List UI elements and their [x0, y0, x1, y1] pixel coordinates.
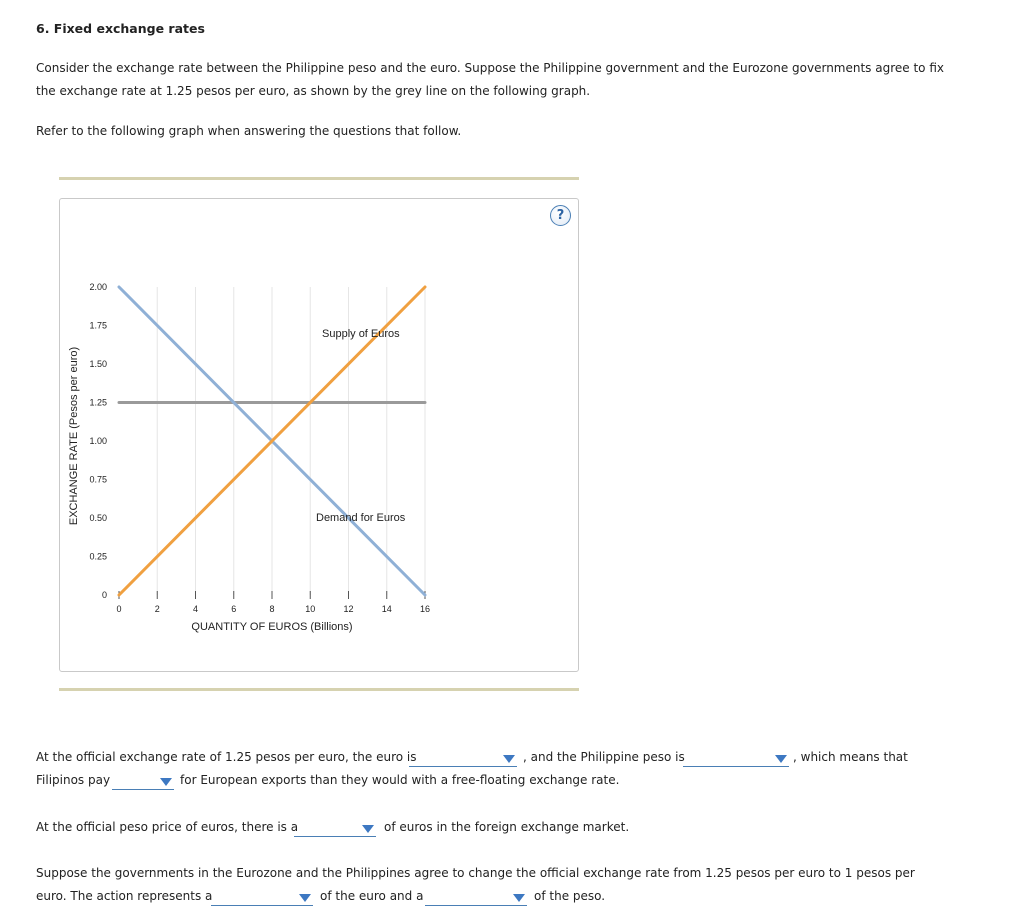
- graph-bottom-divider: [59, 688, 579, 691]
- euro-action-dropdown[interactable]: [211, 889, 313, 906]
- y-tick-label: 0.75: [89, 474, 107, 485]
- graph-panel[interactable]: [59, 198, 579, 672]
- dropdown-arrow-icon: [775, 755, 787, 763]
- intro-line-1: Consider the exchange rate between the Philippine peso and the euro. Suppose the Philippine government and the Eurozone governments agree to fix: [36, 61, 944, 75]
- supply-curve-label: Supply of Euros: [322, 328, 400, 340]
- dropdown-arrow-icon: [299, 894, 311, 902]
- y-tick-label: 0: [101, 590, 107, 600]
- q3-text-c: of the euro and a: [320, 889, 424, 903]
- q2-text-b: of euros in the foreign exchange market.: [384, 820, 630, 834]
- dropdown-arrow-icon: [503, 755, 515, 763]
- intro-line-2: the exchange rate at 1.25 pesos per euro, as shown by the grey line on the following graph.: [36, 84, 591, 98]
- x-tick-label: 6: [231, 604, 237, 614]
- q3-text-a: Suppose the governments in the Eurozone and the Philippines agree to change the official exchange rate from 1.25 pesos per euro to 1 pesos per: [36, 866, 915, 880]
- dropdown-arrow-icon: [160, 778, 172, 786]
- y-tick-label: 1.75: [89, 320, 107, 331]
- q1-text-a: At the official exchange rate of 1.25 pesos per euro, the euro is: [36, 750, 417, 764]
- x-tick-label: 4: [192, 604, 199, 614]
- demand-curve-label: Demand for Euros: [316, 512, 406, 524]
- y-tick-label: 0.50: [89, 513, 107, 523]
- x-tick-label: 14: [381, 604, 392, 614]
- q3-text-d: of the peso.: [534, 889, 606, 903]
- y-tick-label: 2.00: [89, 282, 107, 292]
- q1-text-d: Filipinos pay: [36, 773, 111, 787]
- graph-top-divider: [59, 177, 579, 180]
- x-tick-label: 12: [343, 604, 354, 614]
- y-tick-label: 1.50: [89, 359, 107, 369]
- peso-action-dropdown[interactable]: [425, 889, 527, 906]
- x-tick-label: 8: [269, 604, 275, 614]
- euro-valuation-dropdown[interactable]: [409, 750, 517, 767]
- q1-text-e: for European exports than they would with a free-floating exchange rate.: [180, 773, 620, 787]
- market-condition-dropdown[interactable]: [294, 820, 376, 837]
- x-tick-label: 10: [305, 604, 316, 614]
- x-axis-title: QUANTITY OF EUROS (Billions): [191, 621, 353, 633]
- question-title: 6. Fixed exchange rates: [36, 21, 205, 36]
- y-tick-label: 1.25: [89, 397, 107, 408]
- dropdown-arrow-icon: [362, 825, 374, 833]
- q3-text-b: euro. The action represents a: [36, 889, 213, 903]
- refer-text: Refer to the following graph when answering the questions that follow.: [36, 124, 462, 138]
- filipinos-pay-dropdown[interactable]: [112, 773, 174, 790]
- q2-text-a: At the official peso price of euros, there is a: [36, 820, 299, 834]
- q1-text-c: , which means that: [793, 750, 908, 764]
- x-tick-label: 16: [419, 604, 431, 614]
- help-icon[interactable]: ?: [550, 205, 571, 226]
- y-tick-label: 1.00: [89, 436, 107, 446]
- peso-valuation-dropdown[interactable]: [683, 750, 789, 767]
- dropdown-arrow-icon: [513, 894, 525, 902]
- y-tick-label: 0.25: [89, 551, 107, 562]
- x-tick-label: 2: [154, 604, 160, 614]
- exchange-rate-chart[interactable]: [60, 199, 578, 671]
- x-tick-label: 0: [116, 604, 122, 614]
- q1-text-b: , and the Philippine peso is: [523, 750, 685, 764]
- y-axis-title: EXCHANGE RATE (Pesos per euro): [68, 346, 80, 526]
